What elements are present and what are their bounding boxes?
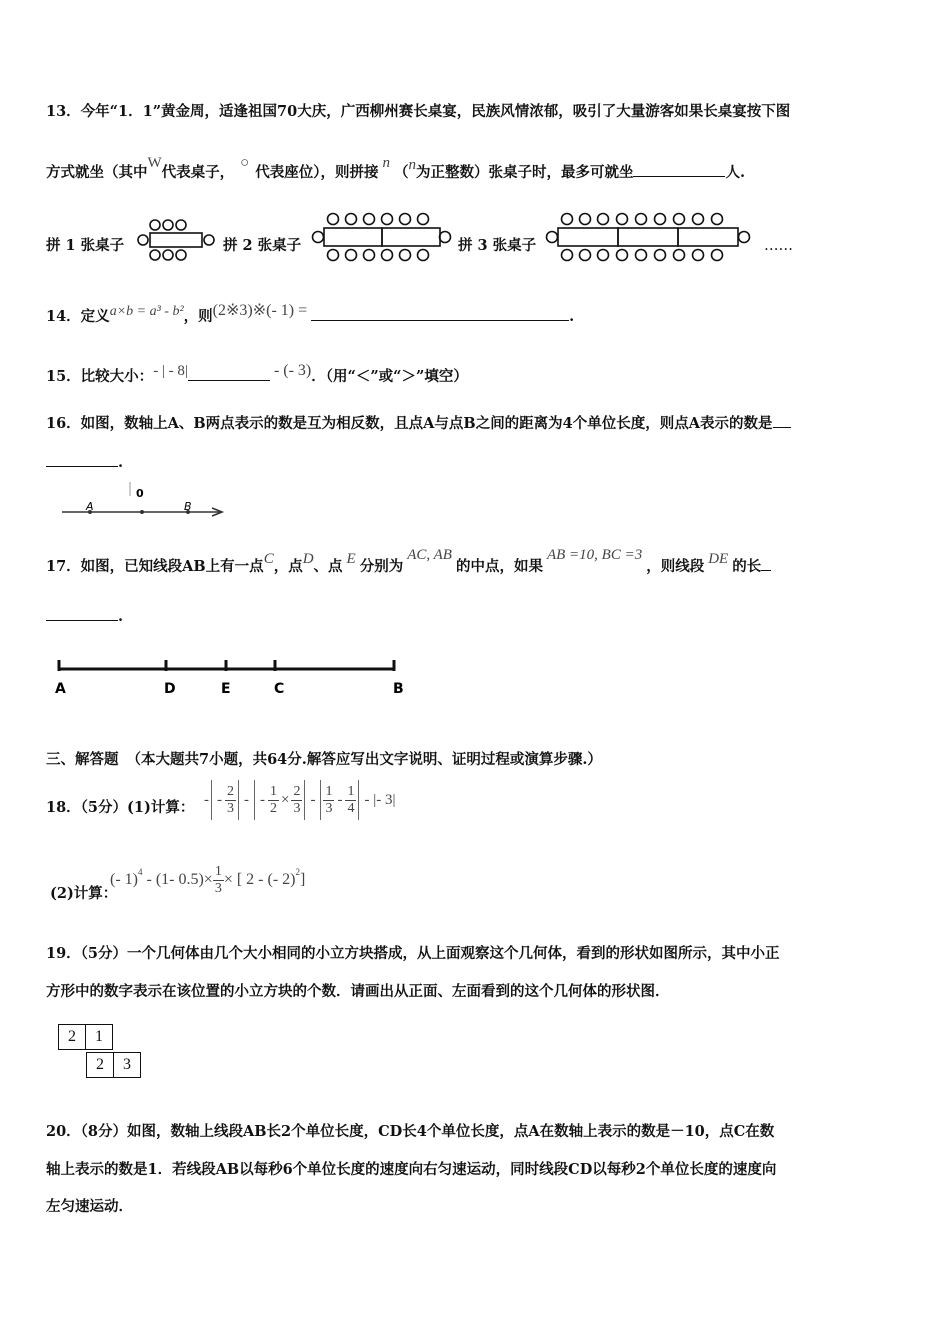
q17-p6: ，则线段 bbox=[646, 558, 705, 575]
q13-text-c: 代表座位），则拼接 bbox=[255, 164, 379, 181]
one-table-figure bbox=[136, 218, 222, 262]
q13-text-f: 人. bbox=[725, 164, 746, 181]
q20-line2: 轴上表示的数是1．若线段AB以每秒6个单位长度的速度向右匀速运动，同时线段CD以每秒2个单位长度的速度向 bbox=[46, 1161, 777, 1178]
expr-close: ] bbox=[300, 871, 306, 888]
point-e: E bbox=[346, 551, 356, 567]
q17-p4: 分别为 bbox=[359, 558, 404, 575]
exponent: 4 bbox=[137, 867, 143, 877]
q13-text-b: 代表桌子， bbox=[161, 164, 235, 181]
q14-mid: ，则 bbox=[183, 308, 213, 325]
q13-line2 bbox=[46, 155, 746, 183]
answer-blank-cont bbox=[46, 606, 118, 621]
answer-blank bbox=[633, 162, 725, 177]
fraction-1-3: $\frac{1}{3}$ bbox=[214, 863, 222, 896]
seat-symbol: ○ bbox=[240, 155, 250, 171]
q14-expression: (2※3)※(- 1) = bbox=[212, 302, 308, 319]
q19-line1: 19．（5分）一个几何体由几个大小相同的小立方块搭成，从上面观察这个几何体，看到的形状如图所示，其中小正 bbox=[46, 945, 780, 962]
answer-blank bbox=[761, 556, 771, 571]
q17-end: . bbox=[118, 608, 124, 625]
q15-left-expr: - | - 8| bbox=[153, 363, 188, 379]
point-d: D bbox=[302, 551, 314, 567]
q20-line1: 20．（8分）如图，数轴上线段AB长2个单位长度，CD长4个单位长度，点A在数轴上表示的数是－10，点C在数 bbox=[46, 1123, 775, 1140]
minus-sign: - bbox=[217, 791, 222, 808]
three-tables-figure bbox=[545, 212, 755, 264]
q14-end: . bbox=[569, 308, 575, 325]
fraction-1-3: $\frac{1}{3}$ bbox=[325, 783, 333, 816]
expr-bracket: × [ 2 - (- 2) bbox=[223, 871, 296, 888]
fraction-1-2: $\frac{1}{2}$ bbox=[270, 783, 277, 816]
answer-blank bbox=[773, 413, 791, 428]
q16-end: . bbox=[118, 454, 124, 471]
neg-one: (- 1) bbox=[110, 871, 138, 888]
q17-p3: 、点 bbox=[313, 558, 343, 575]
q17-condition: AB =10, BC =3 bbox=[546, 547, 643, 563]
abs-bar bbox=[211, 780, 212, 820]
abs-bar bbox=[254, 780, 255, 820]
answer-blank-cont bbox=[46, 452, 118, 467]
abs-bar bbox=[358, 780, 359, 820]
q17-p5: 的中点，如果 bbox=[455, 558, 543, 575]
fraction-2-3: $\frac{2}{3}$ bbox=[227, 783, 234, 816]
q13-line1: 13．今年“1．1”黄金周，适逢祖国70大庆，广西柳州赛长桌宴，民族风情浓郁，吸引了大量游客如果长桌宴按下图 bbox=[46, 103, 791, 120]
q18-prefix: 18．（5分）(1)计算： bbox=[46, 799, 195, 816]
fraction-1-4: $\frac{1}{4}$ bbox=[347, 783, 355, 816]
section-heading bbox=[46, 750, 602, 770]
abs-bar bbox=[320, 780, 321, 820]
grid-cell: 1 bbox=[86, 1024, 113, 1050]
abs-minus-3: - |- 3| bbox=[364, 791, 396, 808]
q15-right-expr: - (- 3) bbox=[273, 362, 312, 379]
section-title: 三、解答题 bbox=[46, 751, 119, 768]
q16-number-line bbox=[60, 482, 230, 522]
q18-expression-2 bbox=[110, 856, 305, 904]
minus-sign: - bbox=[204, 791, 209, 808]
q13-text-e: 为正整数）张桌子时，最多可就坐 bbox=[415, 164, 634, 181]
label-e: E bbox=[221, 681, 231, 697]
abs-bar bbox=[304, 780, 305, 820]
n-symbol: n bbox=[382, 155, 390, 171]
label-a: A bbox=[86, 500, 94, 513]
q15-suffix: ．（用“＜”或“＞”填空） bbox=[311, 368, 468, 385]
label-d: D bbox=[164, 681, 176, 697]
q17-p1: 17．如图，已知线段AB上有一点 bbox=[46, 558, 264, 575]
q17-segment-figure bbox=[52, 656, 412, 700]
q14-line bbox=[46, 302, 575, 328]
segments-ac-ab: AC, AB bbox=[407, 547, 452, 563]
q14-prefix: 14．定义 bbox=[46, 308, 110, 325]
fraction-2-3: $\frac{2}{3}$ bbox=[293, 783, 301, 816]
grid-cell: 2 bbox=[58, 1024, 86, 1050]
q17-p2: ，点 bbox=[273, 558, 303, 575]
q16-line1 bbox=[46, 413, 791, 434]
q18-expression-1: - - $\frac{2}{3}$ - - $\frac{1}{2}$ × $\frac{2}{3}$ - $\frac{1}{3}$ - $\frac{1}{4}$ - |- 3| bbox=[204, 776, 395, 824]
expr-part: - (1- 0.5)× bbox=[146, 871, 213, 888]
q16-line2 bbox=[46, 452, 123, 473]
label-a: A bbox=[55, 681, 66, 697]
fig-label-1: 拼 1 张桌子 bbox=[46, 237, 125, 254]
n-symbol-2: n bbox=[408, 157, 416, 173]
abs-bar bbox=[238, 780, 239, 820]
two-tables-figure bbox=[311, 212, 451, 264]
grid-cell: 3 bbox=[114, 1052, 141, 1078]
q20-line3: 左匀速运动． bbox=[46, 1198, 133, 1215]
q17-line1 bbox=[46, 547, 771, 577]
label-b: B bbox=[393, 681, 404, 697]
answer-blank bbox=[188, 366, 270, 381]
table-symbol: W bbox=[147, 155, 162, 171]
q13-text-d: （ bbox=[393, 164, 409, 181]
label-c: C bbox=[274, 681, 285, 697]
q13-text-a: 方式就坐（其中 bbox=[46, 164, 148, 181]
answer-blank bbox=[311, 306, 569, 321]
q15-line bbox=[46, 362, 468, 387]
q14-definition: a×b = a³ - b² bbox=[109, 304, 184, 319]
point-c: C bbox=[263, 551, 274, 567]
fig-label-2: 拼 2 张桌子 bbox=[223, 237, 302, 254]
segment-de: DE bbox=[708, 551, 729, 567]
q16-text: 16．如图，数轴上A、B两点表示的数是互为相反数，且点A与点B之间的距离为4个单位长度，则点A表示的数是 bbox=[46, 415, 773, 432]
section-note: （本大题共7小题，共64分.解答应写出文字说明、证明过程或演算步骤.） bbox=[126, 751, 602, 768]
fig-label-3: 拼 3 张桌子 bbox=[458, 237, 537, 254]
ellipsis: …… bbox=[764, 238, 793, 254]
label-b: B bbox=[184, 500, 192, 513]
q19-line2: 方形中的数字表示在该位置的小立方块的个数．请画出从正面、左面看到的这个几何体的形状图． bbox=[46, 983, 670, 1000]
q17-p7: 的长 bbox=[732, 558, 762, 575]
grid-cell: 2 bbox=[86, 1052, 114, 1078]
q15-prefix: 15．比较大小： bbox=[46, 368, 154, 385]
exponent-2: 2 bbox=[295, 867, 300, 877]
q18-part2-prefix: (2)计算： bbox=[50, 885, 118, 902]
q17-line2 bbox=[46, 606, 123, 627]
label-zero: 0 bbox=[136, 487, 144, 500]
